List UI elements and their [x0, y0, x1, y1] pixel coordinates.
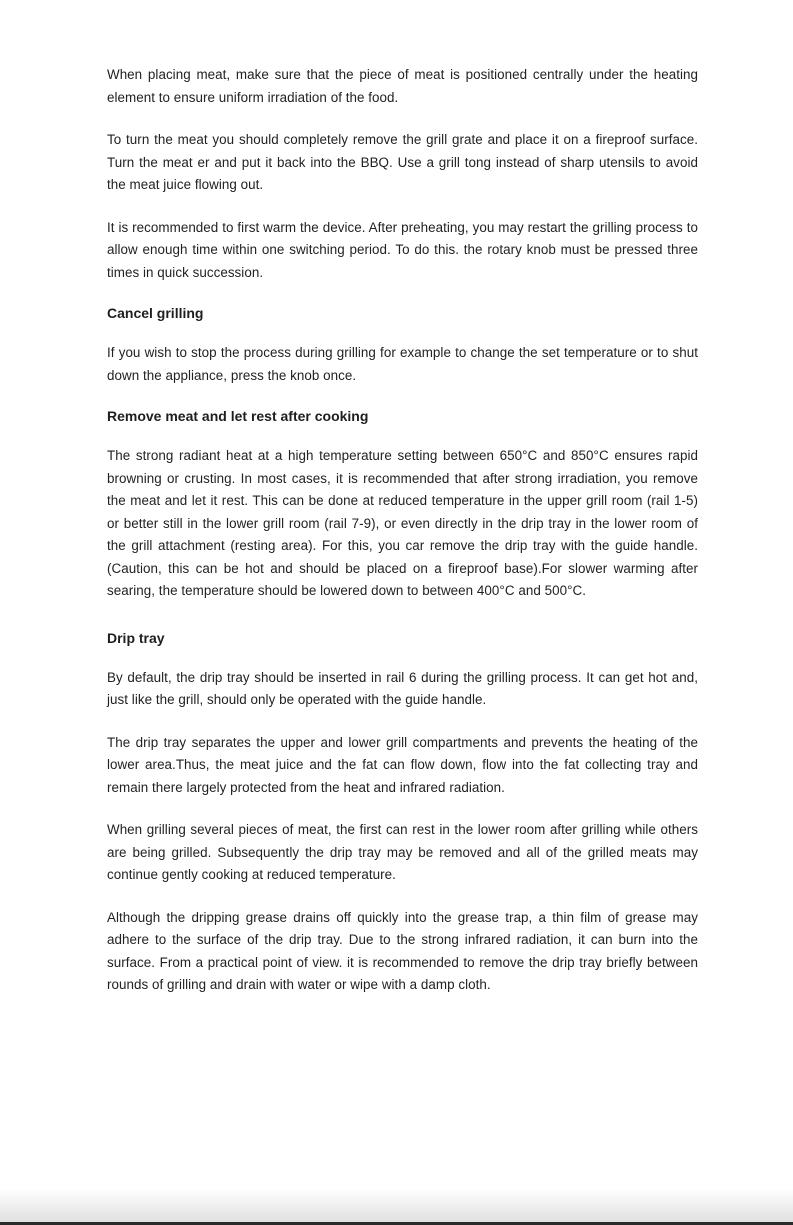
- remove-meat-heading: Remove meat and let rest after cooking: [107, 408, 369, 424]
- page-bottom-shadow: [0, 1189, 793, 1225]
- meat-placement-paragraph: When placing meat, make sure that the piece of meat is positioned centrally under the heating element to ensure uniform irradiation of the food.: [107, 67, 698, 105]
- drip-tray-paragraph-4: Although the dripping grease drains off quickly into the grease trap, a thin film of grease may adhere to the surface of the drip tray. Due to the strong infrared radiation, it can burn into the surface. From a practical point of view. it is recommended to remove the drip tray briefly between rounds of grilling and drain with water or wipe with a damp cloth.: [107, 909, 698, 992]
- drip-tray-heading: Drip tray: [107, 629, 165, 646]
- remove-meat-paragraph: The strong radiant heat at a high temperature setting between 650°C and 850°C ensures rapid browning or crusting. In most cases, it is recommended that after strong irradiation, you remove the meat and let it rest. This can be done at reduced temperature in the upper grill room (rail 1-5) or better still in the lower grill room (rail 7-9), or even directly in the drip tray in the lower room of the grill attachment (resting area). For this, you car remove the drip tray with the guide handle. (Caution, this can be hot and should be placed on a fireproof base).For slower warming after searing, the temperature should be lowered down to between 400°C and 500°C.: [107, 448, 698, 598]
- preheat-paragraph: It is recommended to first warm the device. After preheating, you may restart the grilling process to allow enough time within one switching period. To do this. the rotary knob must be pressed three times in quick succession.: [107, 219, 698, 280]
- drip-tray-paragraph-3: When grilling several pieces of meat, the first can rest in the lower room after grilling while others are being grilled. Subsequently the drip tray may be removed and all of the grilled meats may continue gently cooking at reduced temperature.: [107, 822, 698, 882]
- cancel-grilling-heading: Cancel grilling: [107, 305, 204, 321]
- turn-meat-paragraph: To turn the meat you should completely remove the grill grate and place it on a fireproof surface. Turn the meat er and put it back into the BBQ. Use a grill tong instead of sharp utensils to avoid the meat juice flowing out.: [107, 132, 698, 192]
- cancel-grilling-paragraph: If you wish to stop the process during grilling for example to change the set temperature or to shut down the appliance, press the knob once.: [107, 345, 698, 383]
- page-content: [107, 64, 698, 1017]
- drip-tray-paragraph-2: The drip tray separates the upper and lower grill compartments and prevents the heating of the lower area.Thus, the meat juice and the fat can flow down, flow into the fat collecting tray and remain there largely protected from the heat and infrared radiation.: [107, 734, 698, 795]
- drip-tray-paragraph-1: By default, the drip tray should be inserted in rail 6 during the grilling process. It can get hot and, just like the grill, should only be operated with the guide handle.: [107, 669, 698, 707]
